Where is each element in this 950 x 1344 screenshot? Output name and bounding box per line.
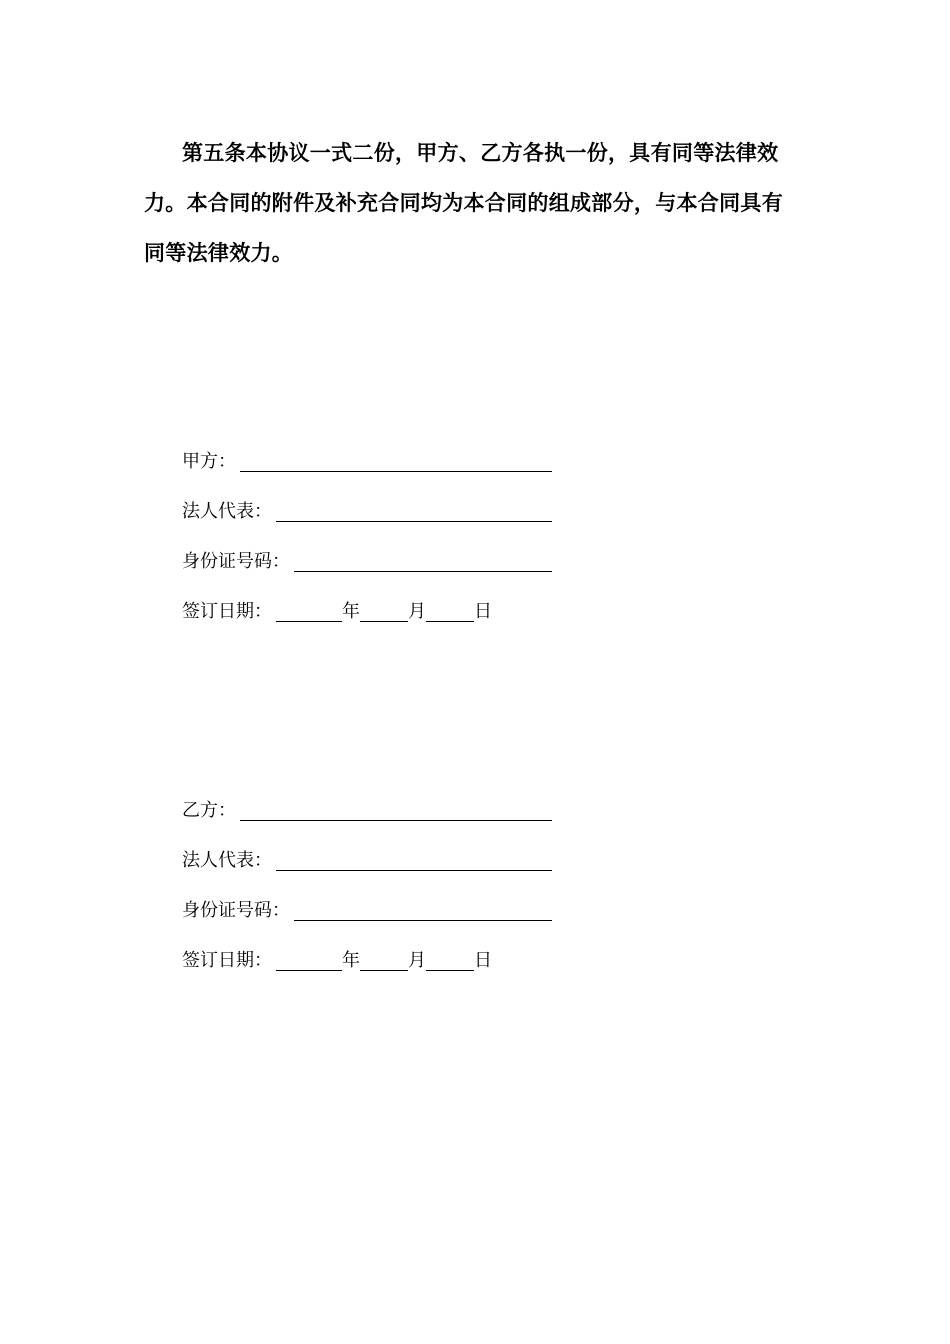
party-a-year-blank[interactable] — [276, 595, 342, 622]
party-b-name-blank[interactable] — [240, 794, 552, 821]
party-a-legal-rep-row — [182, 480, 552, 530]
party-a-name-blank[interactable] — [240, 445, 552, 472]
party-a-id-row — [182, 530, 552, 580]
party-b-signature-block — [182, 779, 552, 979]
party-a-month-blank[interactable] — [360, 595, 408, 622]
party-a-date-label: 签订日期： — [182, 601, 272, 622]
clause-five-text: 第五条本协议一式二份，甲方、乙方各执一份，具有同等法律效力。本合同的附件及补充合同均为本合同的组成部分，与本合同具有同等法律效力。 — [144, 141, 783, 265]
party-a-day-unit: 日 — [474, 601, 492, 622]
party-a-legal-rep-label: 法人代表： — [182, 501, 272, 522]
party-b-date-row — [182, 929, 552, 979]
party-a-month-unit: 月 — [408, 601, 426, 622]
party-b-label: 乙方： — [182, 800, 236, 821]
party-b-id-label: 身份证号码： — [182, 900, 290, 921]
party-b-year-blank[interactable] — [276, 944, 342, 971]
party-a-date-row — [182, 580, 552, 630]
party-a-day-blank[interactable] — [426, 595, 474, 622]
party-b-month-blank[interactable] — [360, 944, 408, 971]
party-a-label: 甲方： — [182, 451, 236, 472]
party-a-name-row — [182, 430, 552, 480]
party-a-year-unit: 年 — [342, 601, 360, 622]
party-a-id-blank[interactable] — [294, 545, 552, 572]
party-b-day-blank[interactable] — [426, 944, 474, 971]
party-b-id-blank[interactable] — [294, 894, 552, 921]
party-b-legal-rep-blank[interactable] — [276, 844, 552, 871]
party-b-year-unit: 年 — [342, 950, 360, 971]
party-a-id-label: 身份证号码： — [182, 551, 290, 572]
party-b-date-label: 签订日期： — [182, 950, 272, 971]
party-b-id-row — [182, 879, 552, 929]
party-b-day-unit: 日 — [474, 950, 492, 971]
party-b-month-unit: 月 — [408, 950, 426, 971]
party-a-signature-block — [182, 430, 552, 630]
party-a-legal-rep-blank[interactable] — [276, 495, 552, 522]
party-b-name-row — [182, 779, 552, 829]
party-b-legal-rep-label: 法人代表： — [182, 850, 272, 871]
party-b-legal-rep-row — [182, 829, 552, 879]
